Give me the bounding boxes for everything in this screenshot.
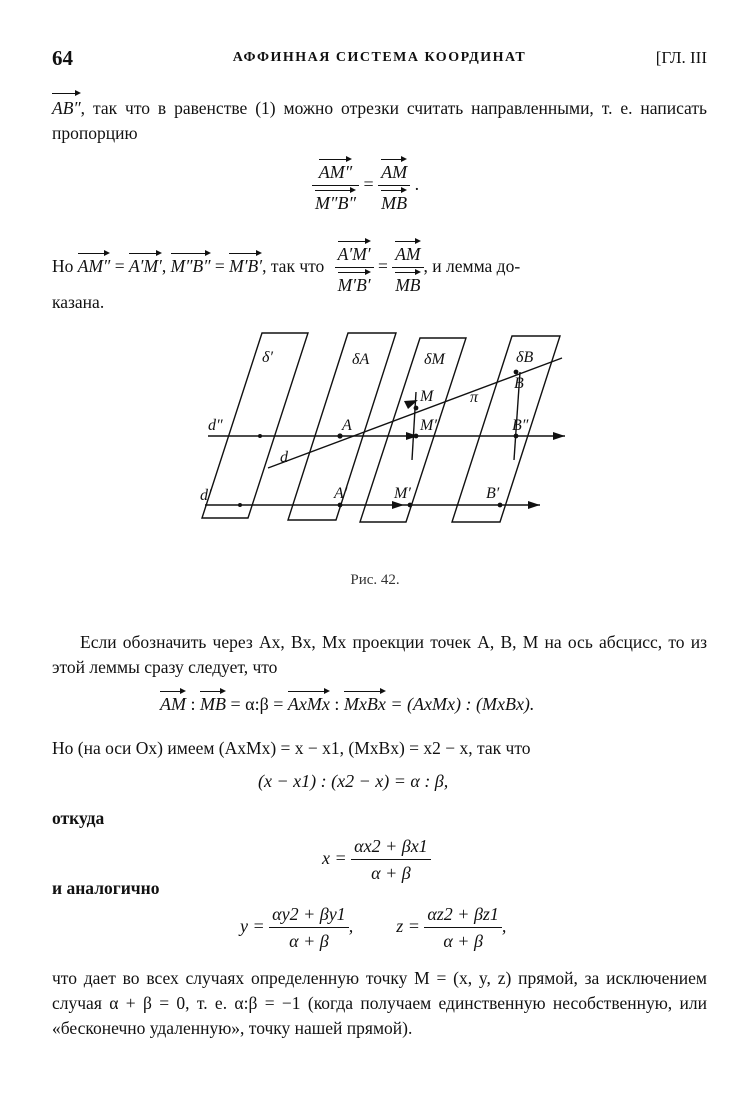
label-b: B — [514, 375, 524, 392]
eq5-num2: αz2 + βz1 — [424, 904, 502, 928]
eq4-den: α + β — [371, 863, 411, 883]
p2-v2: A′M′ — [129, 252, 162, 277]
label-d2: d″ — [208, 417, 223, 434]
label-otkuda: откуда — [52, 808, 105, 828]
paragraph-2: Но AM″ = A′M′, M″B″ = M′B′, так что $\frac{A'M'}{M'B'}$ = $\frac{AM}{MB}$ , и лемма до- — [52, 240, 520, 296]
arrow-a1m1 — [392, 501, 404, 509]
point-a1 — [338, 503, 343, 508]
point-a — [337, 433, 342, 438]
p2-fd: M′B′ — [338, 271, 371, 296]
equation-2: AM : MB = α:β = AxMx : MxBx = (AxMx) : (MxBx). — [160, 690, 534, 715]
eq1-num2: AM — [381, 158, 407, 183]
eq2-tail: = (AxMx) : (MxBx). — [390, 694, 535, 714]
point-b2 — [514, 434, 519, 439]
point-m2 — [414, 434, 419, 439]
paragraph-3: Если обозначить через Ax, Bx, Mx проекции точек A, B, M на ось абсцисс, то из этой леммы сразу следует, что — [52, 632, 707, 677]
point-d2-left — [258, 434, 262, 438]
chapter-label: [ГЛ. III — [655, 48, 707, 67]
eq2-v3: AxMx — [288, 690, 330, 715]
label-m: M — [420, 388, 434, 405]
label-b1: B′ — [486, 485, 500, 502]
label-delta-b: δB — [516, 349, 534, 366]
equation-4 — [322, 836, 431, 884]
eq2-mid: = α:β = — [230, 694, 284, 714]
eq5-lhs1: y = — [240, 916, 265, 937]
p2-v1: AM″ — [78, 252, 111, 277]
paragraph-5: что дает во всех случаях определенную точку M = (x, y, z) прямой, за исключением случая α + β = 0, т. е. α:β = −1 (когда получаем единственную несобственную, или «бесконечно удаленную», точку нашей прямой). — [52, 968, 707, 1038]
label-delta-m: δM — [424, 351, 445, 368]
label-m2: M″ — [420, 417, 440, 434]
label-delta: δ′ — [262, 349, 273, 366]
arrow-d1 — [528, 501, 540, 509]
point-m — [414, 406, 419, 411]
label-d1: d′ — [200, 487, 212, 504]
eq2-v1: AM — [160, 690, 186, 715]
label-m1: M′ — [394, 485, 411, 502]
point-b — [514, 370, 519, 375]
eq2-v2: MB — [200, 690, 226, 715]
eq5-den2: α + β — [443, 931, 483, 951]
p2-fn2: AM — [395, 240, 420, 265]
point-b1 — [498, 503, 503, 508]
paragraph-4: Но (на оси Ox) имеем (AxMx) = x − x1, (MxBx) = x2 − x, так что — [52, 738, 531, 758]
figure-caption: Рис. 42. — [350, 572, 400, 588]
equation-5: y = $\frac{\alpha y2 + \beta y1}{\alpha + \beta}$ , z = $\frac{\alpha z2 + \beta z1}{\alpha + \beta}$ , — [240, 904, 507, 951]
eq5-end: , — [501, 916, 507, 937]
eq2-v4: MxBx — [344, 690, 386, 715]
eq4-num: αx2 + βx1 — [351, 836, 431, 860]
eq5-den1: α + β — [289, 931, 329, 951]
label-pi: π — [470, 389, 479, 406]
page-number: 64 — [52, 46, 73, 70]
label-analog: и аналогично — [52, 878, 160, 898]
p2-end: , и лемма до- — [423, 256, 521, 277]
vector-ab2: AB″ — [52, 92, 81, 121]
p2-v4: M′B′ — [229, 252, 262, 277]
eq4-lhs: x = — [322, 848, 347, 869]
eq5-lhs2: z = — [396, 916, 420, 937]
running-title: АФФИННАЯ СИСТЕМА КООРДИНАТ — [232, 50, 527, 65]
label-b2: B″ — [512, 417, 529, 434]
p2-fn: A′M′ — [338, 240, 371, 265]
eq1-den: M″B″ — [315, 189, 356, 214]
paragraph-1-text: , так что в равенстве (1) можно отрезки считать направленными, т. е. написать пропорцию — [52, 98, 707, 143]
eq1-end: . — [414, 174, 420, 195]
label-a1: A′ — [334, 485, 348, 502]
p2-start: Но — [52, 256, 74, 277]
point-d1-left — [238, 503, 242, 507]
eq1-den2: MB — [381, 189, 407, 214]
plane-delta-m — [360, 338, 466, 522]
eq5-num1: αy2 + βy1 — [269, 904, 349, 928]
label-d: d — [280, 449, 288, 466]
eq1-num: AM″ — [319, 158, 353, 183]
label-delta-a: δA — [352, 351, 370, 368]
plane-delta-b — [452, 336, 560, 522]
p2-mid: , так что — [262, 256, 325, 277]
equation-1: $\frac{AM''}{M''B''}$ = $\frac{AM}{MB}$ . — [312, 158, 419, 214]
arrow-d2 — [553, 432, 565, 440]
label-a: A — [342, 417, 352, 434]
paragraph-2-cont: казана. — [52, 292, 105, 312]
point-m1 — [408, 503, 413, 508]
p2-v3: M″B″ — [171, 252, 211, 277]
p2-fd2: MB — [395, 271, 420, 296]
equation-3: (x − x1) : (x2 − x) = α : β, — [258, 771, 449, 791]
